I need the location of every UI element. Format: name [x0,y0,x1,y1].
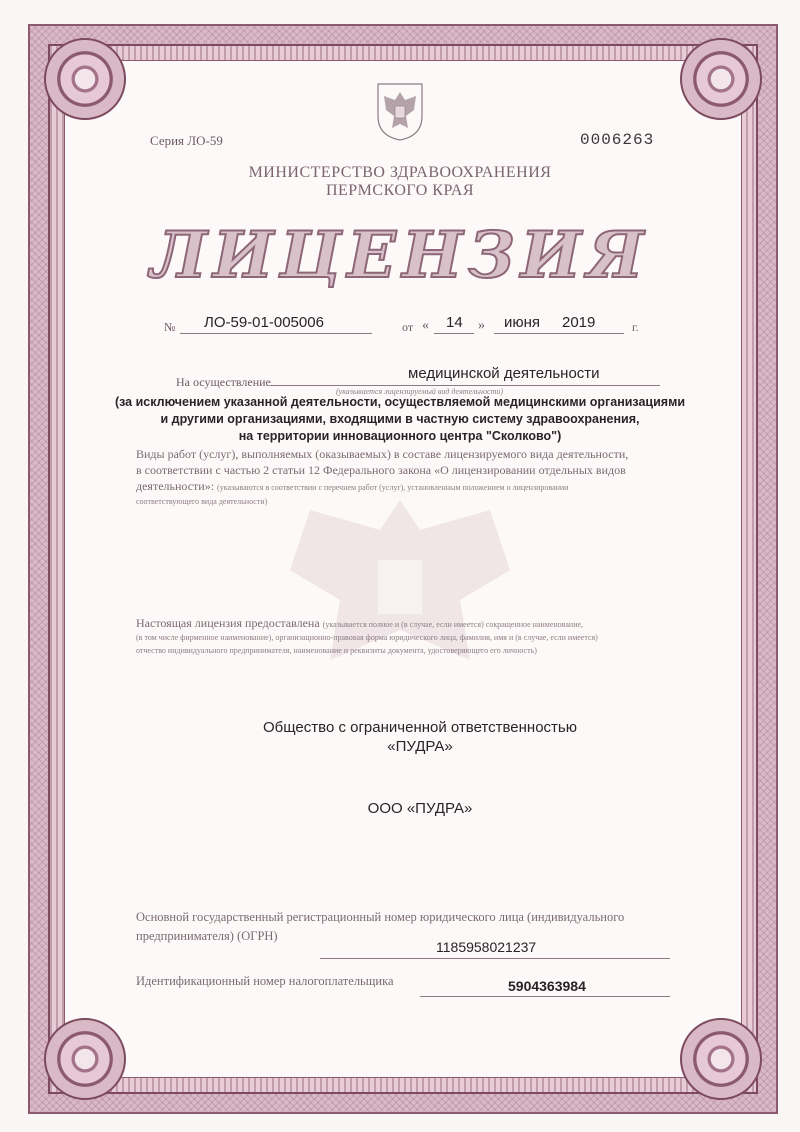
license-month: июня [504,314,541,331]
granted-section [136,616,676,657]
works-line-3-main: деятельности»: [136,479,215,493]
activity-label: На осуществление [176,375,271,389]
license-day: 14 [446,314,463,331]
works-line-3 [136,478,676,496]
activity-value: медицинской деятельности [408,365,600,382]
document-title: ЛИЦЕНЗИЯ [150,218,650,293]
number-label: № [164,320,176,334]
series-label: Серия ЛО-59 [150,133,223,148]
exclusion-line-2: и другими организациями, входящими в частную систему здравоохранения, [160,412,640,426]
license-number: ЛО-59-01-005006 [204,314,324,331]
works-line-1: Виды работ (услуг), выполняемых (оказываемых) в составе лицензируемого вида деятельности, [136,447,629,461]
ogrn-label-line-2: предпринимателя) (ОГРН) [136,929,278,943]
coat-of-arms-emblem-icon [372,80,428,142]
inn-label: Идентификационный номер налогоплательщика [136,974,394,988]
date-quote-open: « [422,318,429,333]
inn-value: 5904363984 [508,978,586,994]
works-line-4-hint: соответствующего вида деятельности) [136,497,268,506]
date-quote-close: » [478,318,485,333]
activity-exclusion [0,394,800,445]
works-section [136,446,676,508]
license-year: 2019 [562,314,596,331]
granted-hint-3: отчество индивидуального предпринимателя, наименование и реквизиты документа, удостоверяющего его личность) [136,646,537,655]
exclusion-line-1: (за исключением указанной деятельности, осуществляемой медицинскими организациями [114,395,686,409]
day-underline [434,333,474,334]
inn-underline [420,996,670,997]
ogrn-label [136,908,676,946]
license-number-underline [180,333,372,334]
corner-rosette-top-left [44,38,126,120]
organization-full-name [0,718,800,756]
corner-rosette-bottom-right [680,1018,762,1100]
ministry-line-1: МИНИСТЕРСТВО ЗДРАВООХРАНЕНИЯ [248,164,552,181]
corner-rosette-top-right [680,38,762,120]
date-from-label: от [402,320,414,334]
year-suffix: г. [632,320,639,334]
organization-short-name: ООО «ПУДРА» [367,800,473,817]
activity-hint: (указывается лицензируемый вид деятельности) [336,387,504,396]
granted-hint-2: (в том числе фирменное наименование), организационно-правовая форма юридического лица, фамилия, имя и (в случае, если имеется) [136,633,598,642]
corner-rosette-bottom-left [44,1018,126,1100]
ogrn-underline [320,958,670,959]
granted-line-1 [136,616,676,631]
works-line-3-hint: (указываются в соответствии с перечнем работ (услуг), установленным положением о лицензировании [217,483,569,492]
exclusion-line-3: на территории инновационного центра "Сколково") [238,429,562,443]
ministry-line-2: ПЕРМСКОГО КРАЯ [325,182,475,199]
organization-full-line-2: «ПУДРА» [387,738,453,755]
serial-number: 0006263 [580,131,655,149]
organization-full-line-1: Общество с ограниченной ответственностью [263,719,577,736]
month-year-underline [494,333,624,334]
activity-underline [270,385,660,386]
granted-label: Настоящая лицензия предоставлена [136,616,320,630]
granted-hint-1: (указывается полное и (в случае, если имеется) сокращенное наименование, [322,620,584,629]
ogrn-label-line-1: Основной государственный регистрационный номер юридического лица (индивидуального [136,910,625,924]
works-line-2: в соответствии с частью 2 статьи 12 Федерального закона «О лицензировании отдельных видов [136,463,626,477]
ogrn-value: 1185958021237 [436,939,537,955]
